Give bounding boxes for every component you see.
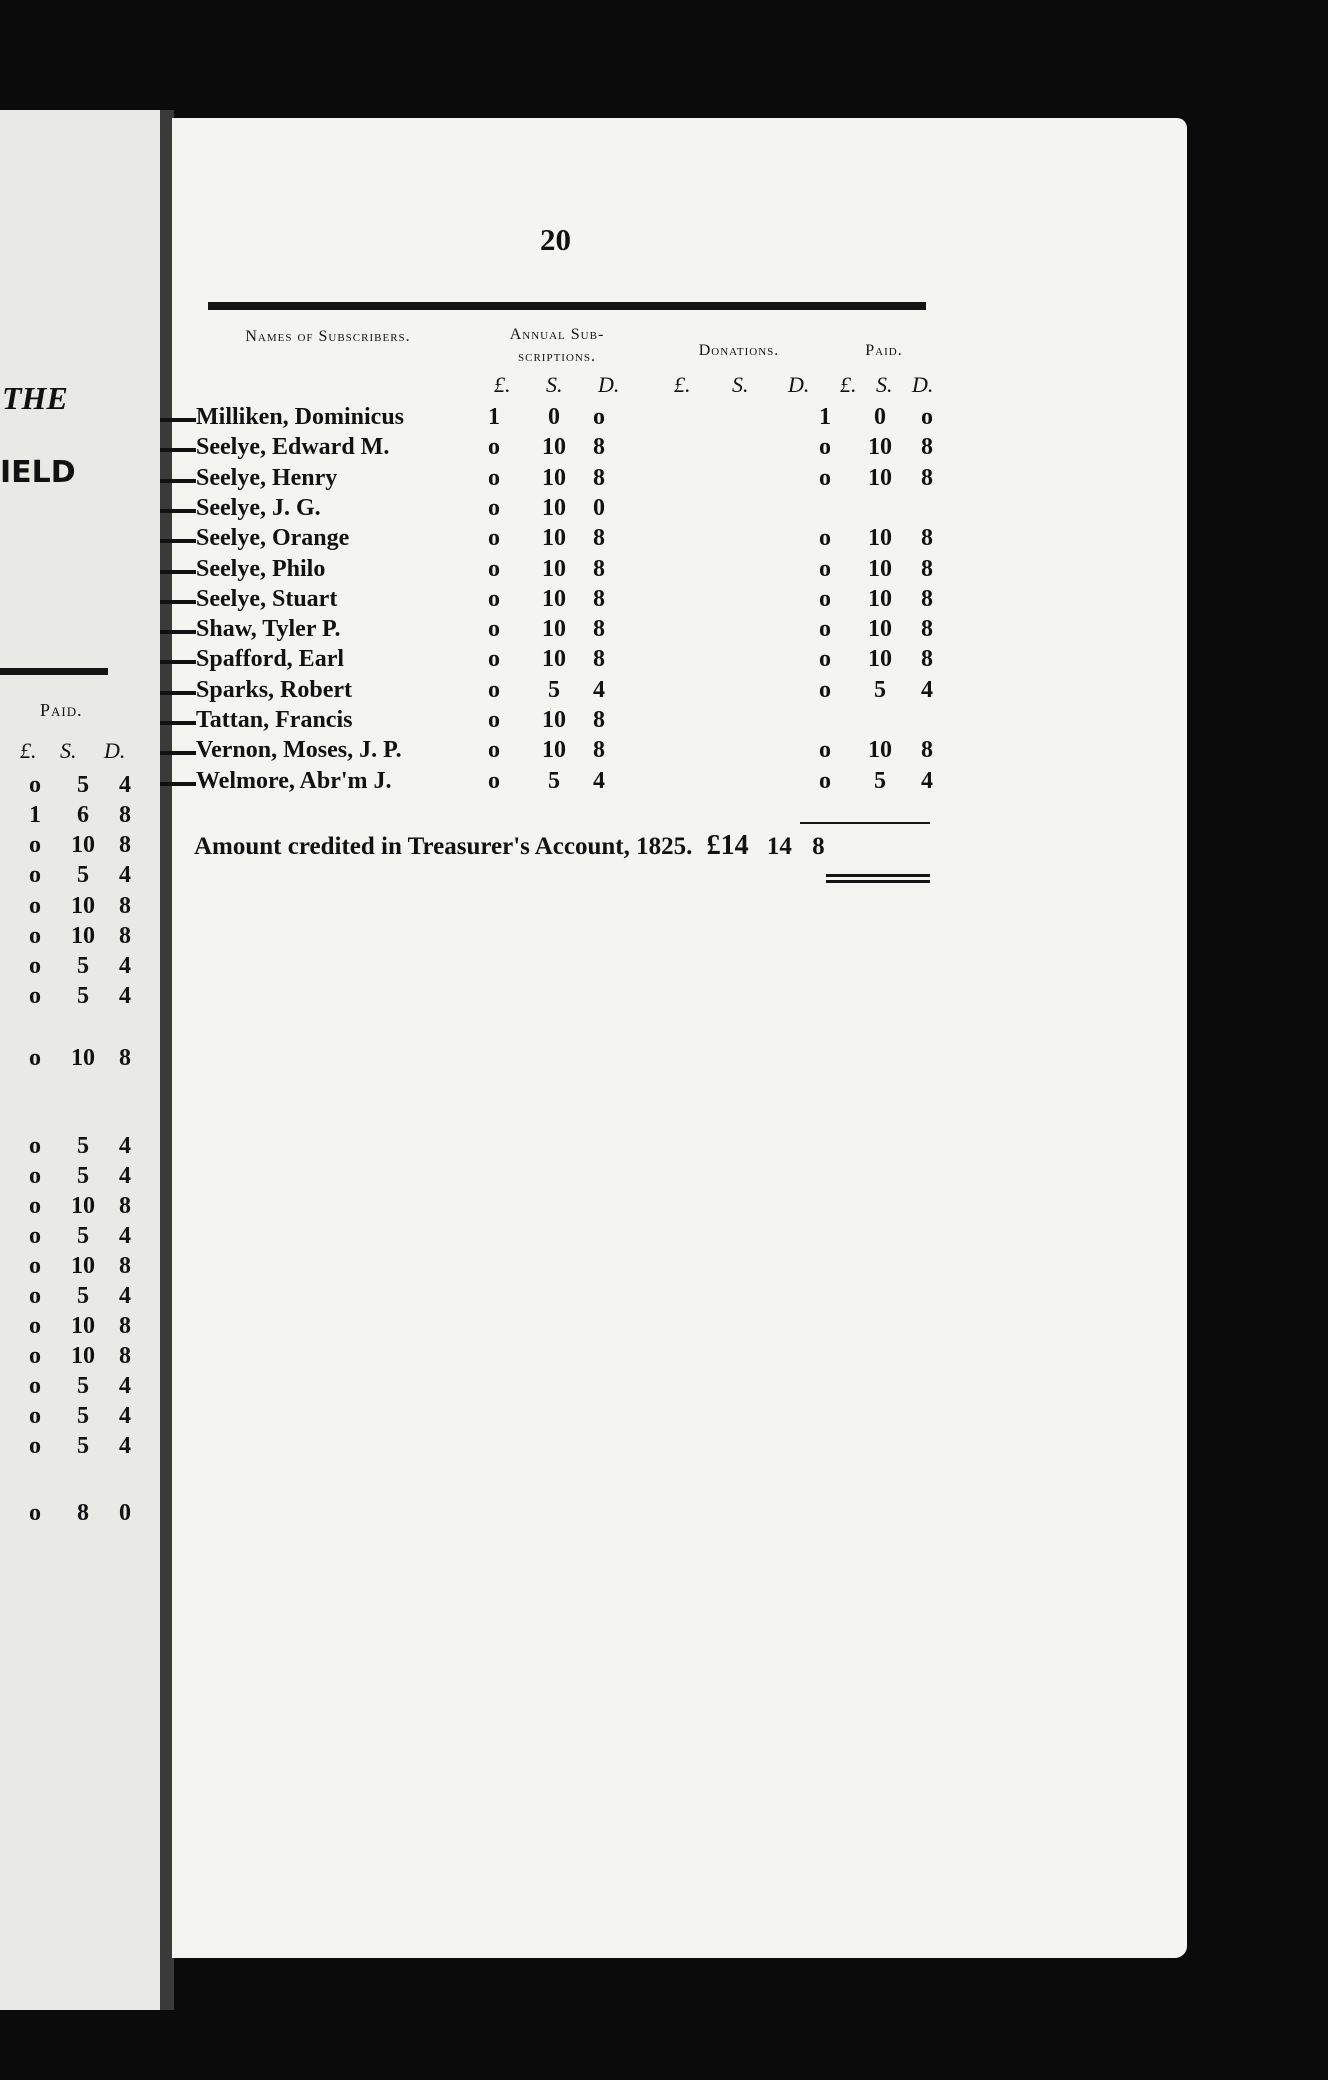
annual-pence-cell: 8 xyxy=(593,646,605,673)
annual-pounds-cell: o xyxy=(488,555,500,582)
left-shillings-cell: 5 xyxy=(77,1403,89,1429)
left-pounds-cell: o xyxy=(29,893,41,919)
left-paid-row xyxy=(0,1193,172,1223)
left-shillings-cell: 10 xyxy=(71,832,95,858)
paid-pounds-cell: o xyxy=(819,646,831,673)
left-paid-row xyxy=(0,923,172,953)
left-paid-row xyxy=(0,953,172,983)
page-number: 20 xyxy=(540,222,571,257)
paid-pence-cell: 4 xyxy=(921,676,933,703)
left-paid-row xyxy=(0,802,172,832)
left-shillings-cell: 10 xyxy=(71,1045,95,1071)
header-rule xyxy=(208,302,926,310)
left-shillings-cell: 10 xyxy=(71,1343,95,1369)
left-pounds-cell: o xyxy=(29,1045,41,1071)
left-paid-row xyxy=(0,1223,172,1253)
subscriber-name: Shaw, Tyler P. xyxy=(196,616,341,643)
left-shillings-cell: 5 xyxy=(77,1373,89,1399)
left-paid-row xyxy=(0,1253,172,1283)
left-paid-row xyxy=(0,1433,172,1463)
left-subheader-pence: D. xyxy=(104,738,126,763)
annual-shillings-cell: 10 xyxy=(542,434,566,461)
paid-pounds-cell: o xyxy=(819,464,831,491)
table-row xyxy=(0,616,1328,646)
subscriber-name: Vernon, Moses, J. P. xyxy=(196,737,402,764)
paid-pence-cell: 8 xyxy=(921,585,933,612)
margin-tick xyxy=(160,509,196,513)
subscriber-name: Seelye, Henry xyxy=(196,464,338,491)
left-pence-cell: 4 xyxy=(119,772,131,798)
annual-subheader-shillings: S. xyxy=(546,372,563,397)
left-paid-row xyxy=(0,1045,172,1075)
table-row xyxy=(0,404,1328,434)
left-pence-cell: 8 xyxy=(119,893,131,919)
annual-pounds-cell: o xyxy=(488,464,500,491)
margin-tick xyxy=(160,539,196,543)
paid-pence-cell: 8 xyxy=(921,434,933,461)
table-row xyxy=(0,646,1328,676)
left-shillings-cell: 10 xyxy=(71,1253,95,1279)
annual-shillings-cell: 10 xyxy=(542,555,566,582)
left-shillings-cell: 6 xyxy=(77,802,89,828)
annual-pounds-cell: o xyxy=(488,494,500,521)
table-row xyxy=(0,677,1328,707)
subscriber-name: Welmore, Abr'm J. xyxy=(196,767,392,794)
left-pounds-cell: o xyxy=(29,1373,41,1399)
margin-tick xyxy=(160,721,196,725)
subscriber-name: Sparks, Robert xyxy=(196,676,353,703)
left-shillings-cell: 5 xyxy=(77,1433,89,1459)
left-pounds-cell: o xyxy=(29,923,41,949)
paid-pence-cell: 8 xyxy=(921,555,933,582)
annual-subheader-pounds: £. xyxy=(494,372,511,397)
annual-pounds-cell: o xyxy=(488,676,500,703)
donations-subheader-pence: D. xyxy=(788,372,810,397)
left-paid-row xyxy=(0,983,172,1013)
left-pounds-cell: o xyxy=(29,862,41,888)
annual-pounds-cell: o xyxy=(488,646,500,673)
margin-tick xyxy=(160,418,196,422)
annual-pounds-cell: o xyxy=(488,737,500,764)
left-pence-cell: 8 xyxy=(119,832,131,858)
paid-pounds-cell: o xyxy=(819,616,831,643)
paid-shillings-cell: 0 xyxy=(874,404,886,430)
left-pence-cell: 4 xyxy=(119,1373,131,1399)
left-pence-cell: 8 xyxy=(119,802,131,828)
total-label: Amount credited in Treasurer's Account, 1825. xyxy=(194,833,693,860)
annual-shillings-cell: 10 xyxy=(542,464,566,491)
left-paid-row xyxy=(0,1373,172,1403)
left-pounds-cell: o xyxy=(29,1253,41,1279)
paid-pence-cell: 8 xyxy=(921,646,933,673)
annual-pence-cell: 8 xyxy=(593,737,605,764)
left-pounds-cell: o xyxy=(29,1163,41,1189)
margin-tick xyxy=(160,691,196,695)
paid-pounds-cell: o xyxy=(819,676,831,703)
annual-subheader-pence: D. xyxy=(598,372,620,397)
left-paid-row xyxy=(0,1283,172,1313)
annual-shillings-cell: 10 xyxy=(542,616,566,643)
table-row xyxy=(0,586,1328,616)
left-shillings-cell: 10 xyxy=(71,1193,95,1219)
annual-pence-cell: 8 xyxy=(593,585,605,612)
left-subheader-pounds: £. xyxy=(20,738,37,763)
total-pounds: £14 xyxy=(706,830,749,861)
subscriber-name: Tattan, Francis xyxy=(196,707,353,733)
paid-shillings-cell: 5 xyxy=(874,767,886,794)
paid-pounds-cell: o xyxy=(819,737,831,764)
annual-shillings-cell: 10 xyxy=(542,585,566,612)
paid-subheader-pence: D. xyxy=(912,372,934,397)
left-pounds-cell: o xyxy=(29,953,41,979)
left-pence-cell: 4 xyxy=(119,1283,131,1309)
annual-pence-cell: 0 xyxy=(593,494,605,521)
left-shillings-cell: 5 xyxy=(77,983,89,1009)
paid-pence-cell: 4 xyxy=(921,767,933,794)
left-pounds-cell: o xyxy=(29,772,41,798)
annual-shillings-cell: 10 xyxy=(542,737,566,764)
table-row xyxy=(0,434,1328,464)
left-shillings-cell: 10 xyxy=(71,1313,95,1339)
total-shillings: 14 xyxy=(766,833,792,860)
margin-tick xyxy=(160,630,196,634)
annual-shillings-cell: 0 xyxy=(548,404,560,430)
total-rule-upper xyxy=(800,822,930,824)
left-pence-cell: 4 xyxy=(119,1403,131,1429)
left-pence-cell: 4 xyxy=(119,1433,131,1459)
annual-pounds-cell: o xyxy=(488,767,500,794)
left-pence-cell: 4 xyxy=(119,1163,131,1189)
annual-pence-cell: o xyxy=(593,404,605,430)
left-shillings-cell: 5 xyxy=(77,1223,89,1249)
annual-shillings-cell: 10 xyxy=(542,707,566,733)
annual-shillings-cell: 10 xyxy=(542,525,566,552)
paid-shillings-cell: 10 xyxy=(868,737,892,764)
left-fragment-ield: IELD xyxy=(0,455,76,490)
annual-pounds-cell: o xyxy=(488,585,500,612)
table-row xyxy=(0,525,1328,555)
table-row xyxy=(0,737,1328,767)
annual-pence-cell: 8 xyxy=(593,555,605,582)
annual-shillings-cell: 10 xyxy=(542,494,566,521)
paid-shillings-cell: 10 xyxy=(868,434,892,461)
left-pounds-cell: o xyxy=(29,1433,41,1459)
left-subheader-shillings: S. xyxy=(60,738,77,763)
left-paid-row xyxy=(0,832,172,862)
left-pounds-cell: o xyxy=(29,983,41,1009)
annual-pence-cell: 8 xyxy=(593,464,605,491)
left-pence-cell: 8 xyxy=(119,1253,131,1279)
left-paid-row xyxy=(0,1500,172,1530)
annual-pence-cell: 4 xyxy=(593,767,605,794)
paid-subheader-shillings: S. xyxy=(876,372,893,397)
paid-shillings-cell: 5 xyxy=(874,676,886,703)
margin-tick xyxy=(160,751,196,755)
margin-tick xyxy=(160,600,196,604)
left-shillings-cell: 5 xyxy=(77,1283,89,1309)
table-row xyxy=(0,556,1328,586)
left-shillings-cell: 5 xyxy=(77,1133,89,1159)
paid-pence-cell: 8 xyxy=(921,616,933,643)
left-paid-row xyxy=(0,1313,172,1343)
header-names: Names of Subscribers. xyxy=(245,328,411,345)
annual-pence-cell: 4 xyxy=(593,676,605,703)
left-paid-row xyxy=(0,862,172,892)
left-paid-row xyxy=(0,893,172,923)
left-pounds-cell: o xyxy=(29,1133,41,1159)
left-pounds-cell: o xyxy=(29,1193,41,1219)
left-pounds-cell: o xyxy=(29,1403,41,1429)
left-paid-header: Paid. xyxy=(40,700,83,720)
left-pence-cell: 8 xyxy=(119,1313,131,1339)
paid-pence-cell: o xyxy=(921,404,933,430)
paid-pounds-cell: o xyxy=(819,585,831,612)
left-pence-cell: 8 xyxy=(119,1045,131,1071)
annual-shillings-cell: 5 xyxy=(548,767,560,794)
annual-pence-cell: 8 xyxy=(593,434,605,461)
donations-subheader-shillings: S. xyxy=(732,372,749,397)
table-row xyxy=(0,495,1328,525)
left-pence-cell: 4 xyxy=(119,1223,131,1249)
left-pence-cell: 4 xyxy=(119,862,131,888)
left-pence-cell: 4 xyxy=(119,1133,131,1159)
annual-pounds-cell: o xyxy=(488,707,500,733)
left-pounds-cell: o xyxy=(29,1500,41,1526)
subscriber-name: Seelye, J. G. xyxy=(196,494,321,521)
margin-tick xyxy=(160,570,196,574)
left-pence-cell: 8 xyxy=(119,1343,131,1369)
paid-shillings-cell: 10 xyxy=(868,585,892,612)
left-pounds-cell: o xyxy=(29,832,41,858)
left-pounds-cell: o xyxy=(29,1283,41,1309)
paid-pounds-cell: o xyxy=(819,434,831,461)
left-paid-row xyxy=(0,1403,172,1433)
annual-pounds-cell: 1 xyxy=(488,404,500,430)
left-shillings-cell: 5 xyxy=(77,772,89,798)
header-annual-subscriptions: Annual Sub- scriptions. xyxy=(509,326,605,365)
annual-shillings-cell: 10 xyxy=(542,646,566,673)
header-paid: Paid. xyxy=(865,342,903,359)
left-pence-cell: 8 xyxy=(119,1193,131,1219)
margin-tick xyxy=(160,479,196,483)
subscriber-name: Seelye, Edward M. xyxy=(196,434,390,461)
left-pounds-cell: o xyxy=(29,1343,41,1369)
left-fragment-the: THE xyxy=(2,380,68,416)
header-donations: Donations. xyxy=(698,342,780,359)
left-pence-cell: 0 xyxy=(119,1500,131,1526)
left-shillings-cell: 10 xyxy=(71,893,95,919)
annual-pence-cell: 8 xyxy=(593,707,605,733)
left-pounds-cell: o xyxy=(29,1223,41,1249)
left-shillings-cell: 10 xyxy=(71,923,95,949)
annual-pence-cell: 8 xyxy=(593,616,605,643)
total-line xyxy=(194,830,825,862)
total-rule-lower-2 xyxy=(826,880,930,883)
subscriber-name: Seelye, Stuart xyxy=(196,585,338,612)
annual-pounds-cell: o xyxy=(488,434,500,461)
table-row xyxy=(0,707,1328,737)
paid-pounds-cell: o xyxy=(819,555,831,582)
total-rule-lower-1 xyxy=(826,874,930,877)
paid-pounds-cell: o xyxy=(819,525,831,552)
left-shillings-cell: 5 xyxy=(77,862,89,888)
left-paid-row xyxy=(0,1133,172,1163)
total-pence: 8 xyxy=(812,833,825,860)
donations-subheader-pounds: £. xyxy=(674,372,691,397)
subscriber-name: Milliken, Dominicus xyxy=(196,404,405,430)
left-pounds-cell: 1 xyxy=(29,802,41,828)
paid-shillings-cell: 10 xyxy=(868,616,892,643)
margin-tick xyxy=(160,660,196,664)
left-pence-cell: 4 xyxy=(119,953,131,979)
paid-pounds-cell: 1 xyxy=(819,404,831,430)
left-paid-row xyxy=(0,1343,172,1373)
subscriber-name: Seelye, Philo xyxy=(196,555,326,582)
paid-pounds-cell: o xyxy=(819,767,831,794)
paid-shillings-cell: 10 xyxy=(868,646,892,673)
paid-pence-cell: 8 xyxy=(921,464,933,491)
margin-tick xyxy=(160,448,196,452)
paid-shillings-cell: 10 xyxy=(868,525,892,552)
paid-pence-cell: 8 xyxy=(921,525,933,552)
annual-pence-cell: 8 xyxy=(593,525,605,552)
subscriber-name: Spafford, Earl xyxy=(196,646,345,673)
left-shillings-cell: 5 xyxy=(77,953,89,979)
paid-subheader-pounds: £. xyxy=(840,372,857,397)
table-row xyxy=(0,465,1328,495)
annual-pounds-cell: o xyxy=(488,616,500,643)
paid-shillings-cell: 10 xyxy=(868,555,892,582)
left-shillings-cell: 5 xyxy=(77,1163,89,1189)
subscriber-name: Seelye, Orange xyxy=(196,525,350,552)
margin-tick xyxy=(160,782,196,786)
left-pence-cell: 8 xyxy=(119,923,131,949)
left-pounds-cell: o xyxy=(29,1313,41,1339)
paid-pence-cell: 8 xyxy=(921,737,933,764)
paid-shillings-cell: 10 xyxy=(868,464,892,491)
annual-pounds-cell: o xyxy=(488,525,500,552)
left-pence-cell: 4 xyxy=(119,983,131,1009)
annual-shillings-cell: 5 xyxy=(548,676,560,703)
left-shillings-cell: 8 xyxy=(77,1500,89,1526)
table-row xyxy=(0,768,1328,798)
left-paid-row xyxy=(0,1163,172,1193)
